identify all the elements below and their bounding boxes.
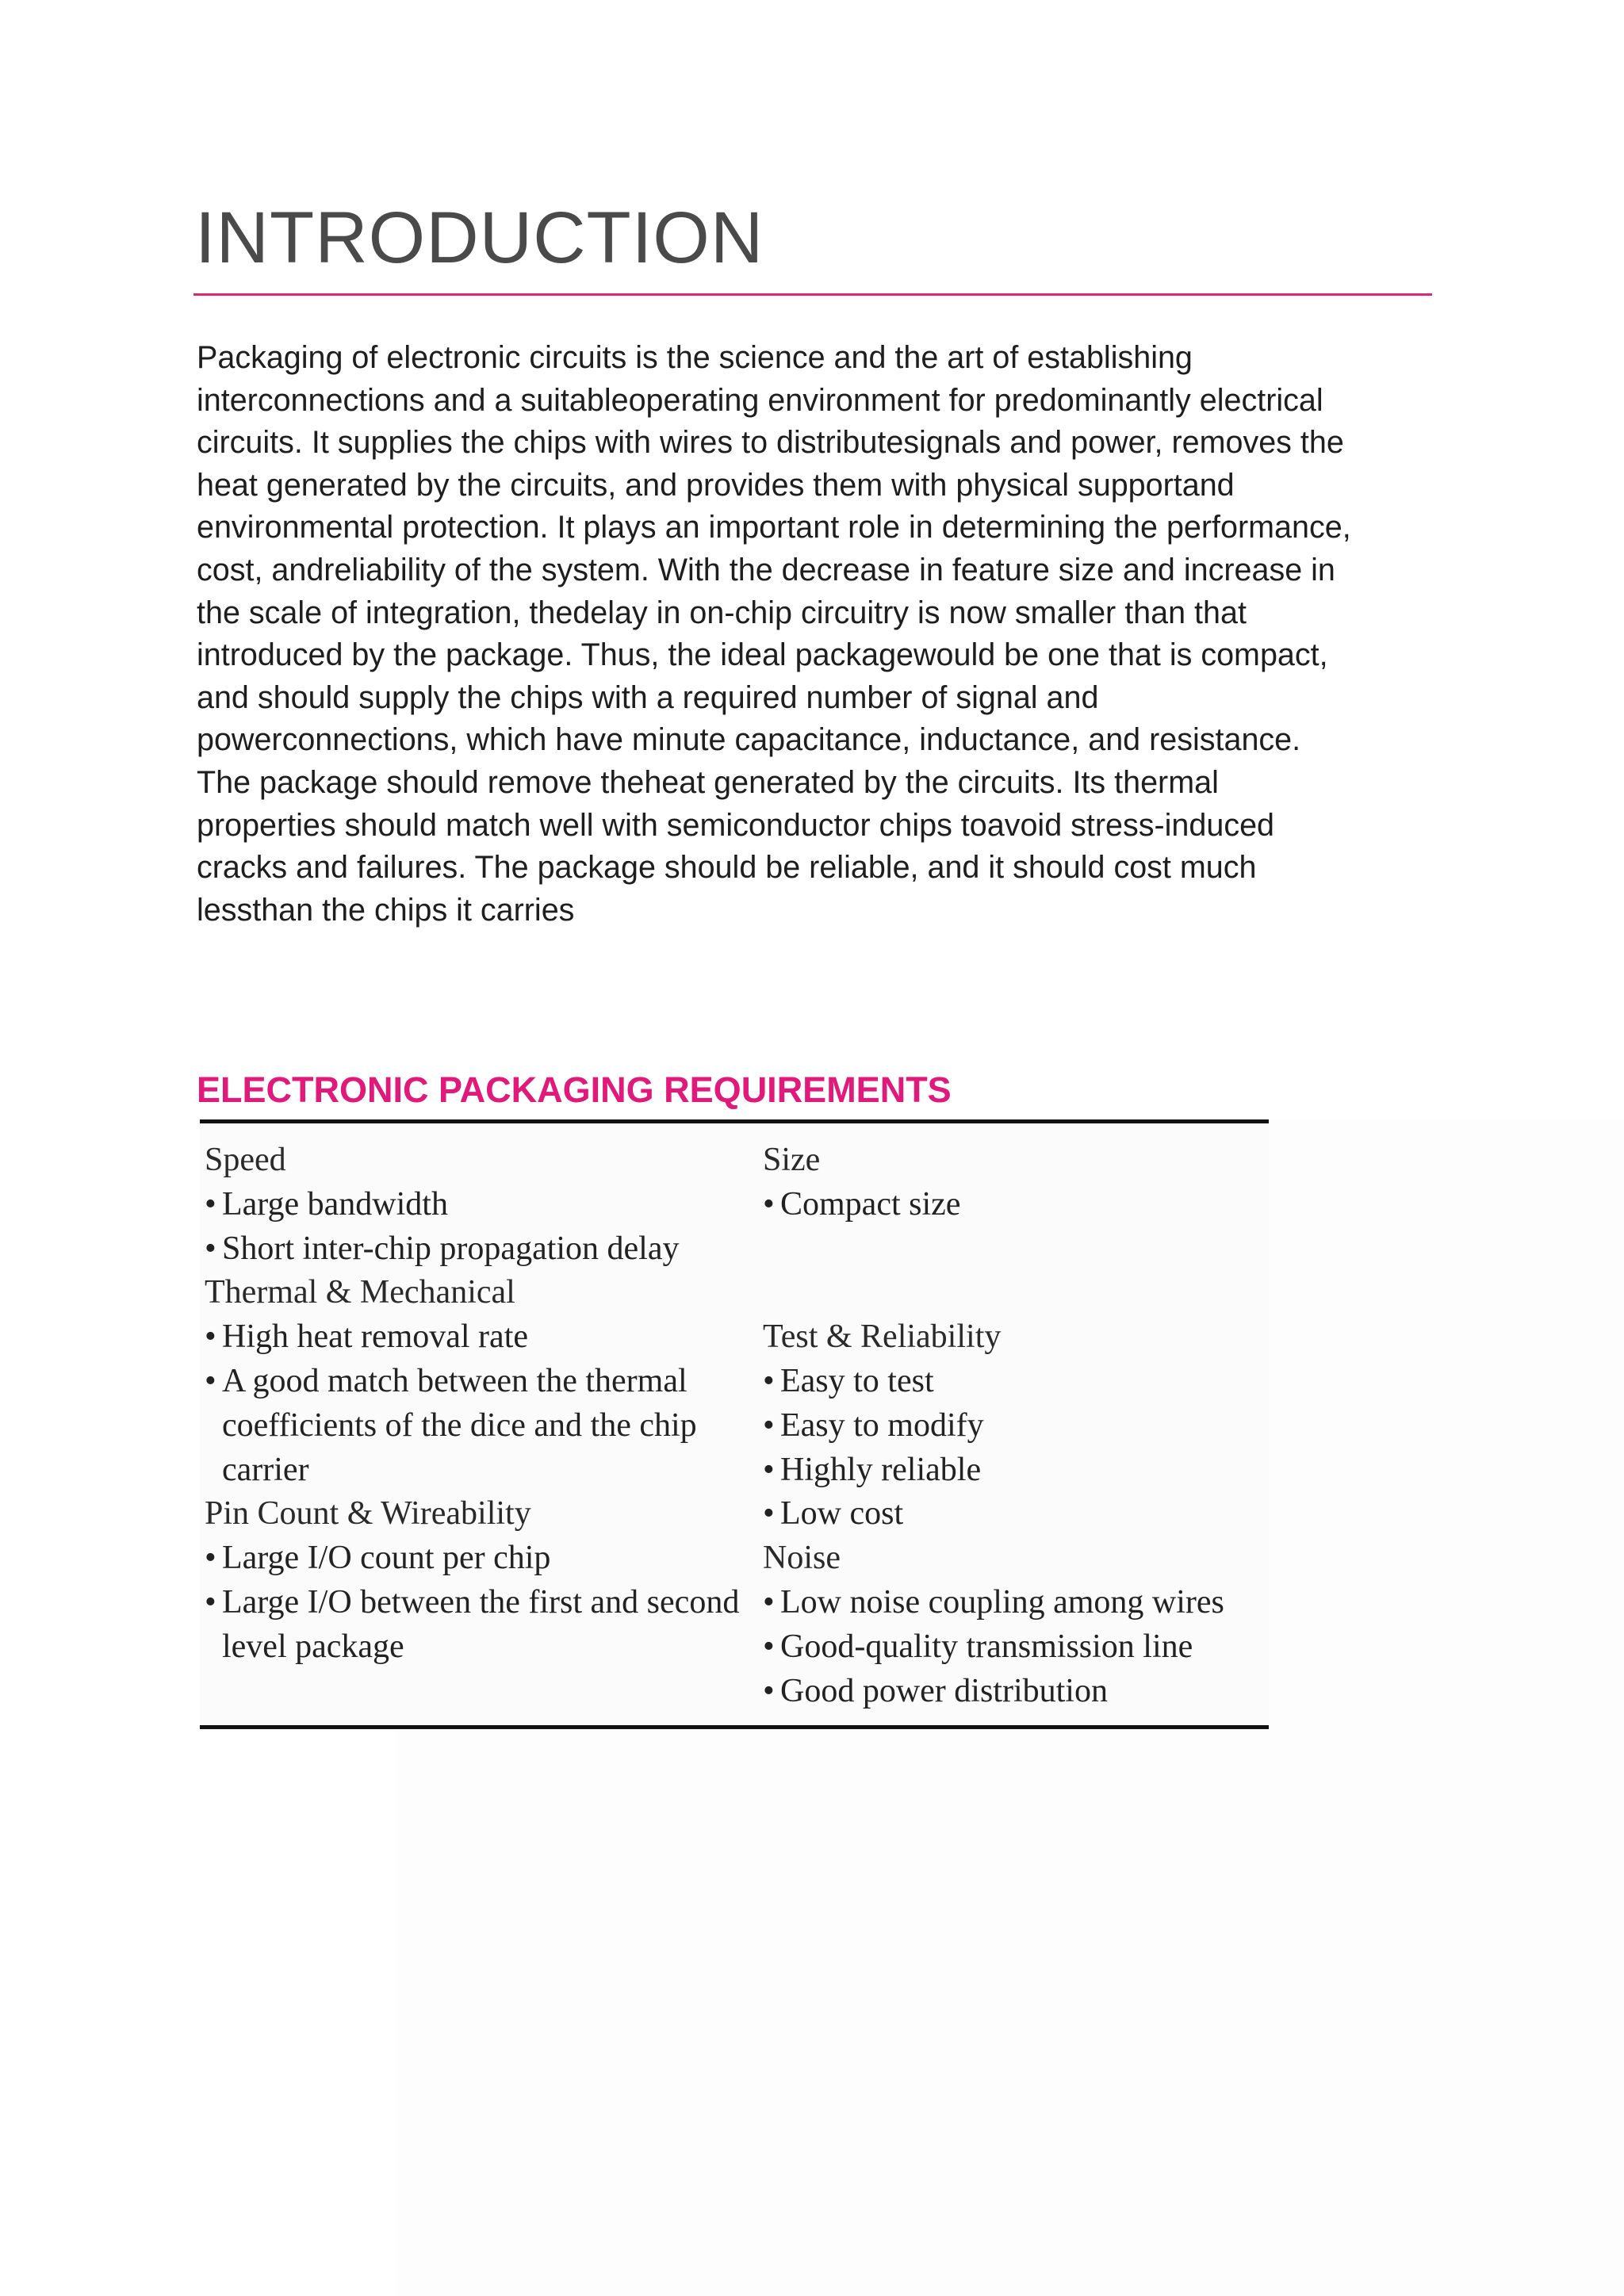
requirement-item: • A good match between the thermal coefficients of the dice and the chip carrier	[205, 1360, 744, 1492]
requirements-right-column	[763, 1138, 1270, 1713]
requirement-category: Speed	[205, 1142, 286, 1178]
requirement-item: • Compact size	[763, 1183, 1270, 1227]
bullet-icon: •	[205, 1362, 216, 1399]
bullet-icon: •	[763, 1362, 775, 1399]
requirements-table	[200, 1119, 1269, 1730]
requirement-category: Noise	[763, 1540, 841, 1577]
requirement-item: • Short inter-chip propagation delay	[205, 1227, 744, 1272]
intro-line: introduced by the package. Thus, the ideal packagewould be one that is compact,	[197, 637, 1328, 673]
intro-line: the scale of integration, thedelay in on-chip circuitry is now smaller than that	[197, 595, 1247, 630]
intro-line: Packaging of electronic circuits is the science and the art of establishing	[197, 340, 1193, 375]
requirement-item: • Low noise coupling among wires	[763, 1581, 1270, 1625]
bullet-icon: •	[205, 1230, 216, 1267]
bullet-icon: •	[205, 1583, 216, 1621]
intro-line: and should supply the chips with a required number of signal and	[197, 679, 1099, 715]
intro-line: interconnections and a suitableoperating environment for predominantly electrical	[197, 382, 1323, 418]
requirement-item: • Easy to test	[763, 1360, 1270, 1404]
intro-line: environmental protection. It plays an important role in determining the performance,	[197, 510, 1351, 545]
intro-line: circuits. It supplies the chips with wires to distributesignals and power, removes the	[197, 425, 1344, 461]
requirement-category: Test & Reliability	[763, 1318, 1002, 1356]
requirement-item: • Easy to modify	[763, 1404, 1270, 1448]
intro-line: properties should match well with semiconductor chips toavoid stress-induced	[197, 807, 1275, 843]
requirement-item: • Large I/O between the first and second level package	[205, 1581, 744, 1670]
title-underline	[193, 293, 1432, 296]
intro-line: heat generated by the circuits, and provides them with physical supportand	[197, 467, 1235, 503]
bullet-icon: •	[205, 1540, 216, 1577]
bullet-icon: •	[763, 1451, 775, 1488]
requirement-item: • Large bandwidth	[205, 1183, 744, 1227]
intro-line: lessthan the chips it carries	[197, 892, 575, 928]
bullet-icon: •	[205, 1318, 216, 1356]
bullet-icon: •	[763, 1672, 775, 1709]
bullet-icon: •	[763, 1583, 775, 1621]
section-heading: ELECTRONIC PACKAGING REQUIREMENTS	[197, 1070, 952, 1110]
table-top-rule	[200, 1119, 1269, 1123]
requirement-category: Pin Count & Wireability	[205, 1495, 531, 1533]
bullet-icon: •	[763, 1185, 775, 1223]
requirement-item: • Good-quality transmission line	[763, 1625, 1270, 1670]
requirement-item: • Large I/O count per chip	[205, 1536, 744, 1581]
requirement-item: • Good power distribution	[763, 1670, 1270, 1714]
intro-line: The package should remove theheat generated by the circuits. Its thermal	[197, 764, 1219, 800]
requirement-item: • Highly reliable	[763, 1448, 1270, 1493]
bullet-icon: •	[763, 1628, 775, 1665]
bullet-icon: •	[763, 1495, 775, 1533]
intro-line: powerconnections, which have minute capacitance, inductance, and resistance.	[197, 722, 1301, 758]
requirement-category: Size	[763, 1142, 821, 1178]
bullet-icon: •	[763, 1406, 775, 1444]
requirements-left-column	[205, 1138, 744, 1670]
requirement-category: Thermal & Mechanical	[205, 1274, 515, 1311]
bullet-icon: •	[205, 1185, 216, 1223]
page-title: INTRODUCTION	[195, 197, 764, 278]
requirement-item: • High heat removal rate	[205, 1315, 744, 1360]
requirement-item: • Low cost	[763, 1492, 1270, 1536]
intro-line: cracks and failures. The package should be reliable, and it should cost much	[197, 850, 1257, 886]
table-bottom-rule	[200, 1725, 1269, 1729]
intro-paragraph	[197, 337, 1434, 932]
intro-line: cost, andreliability of the system. With the decrease in feature size and increase in	[197, 552, 1335, 587]
